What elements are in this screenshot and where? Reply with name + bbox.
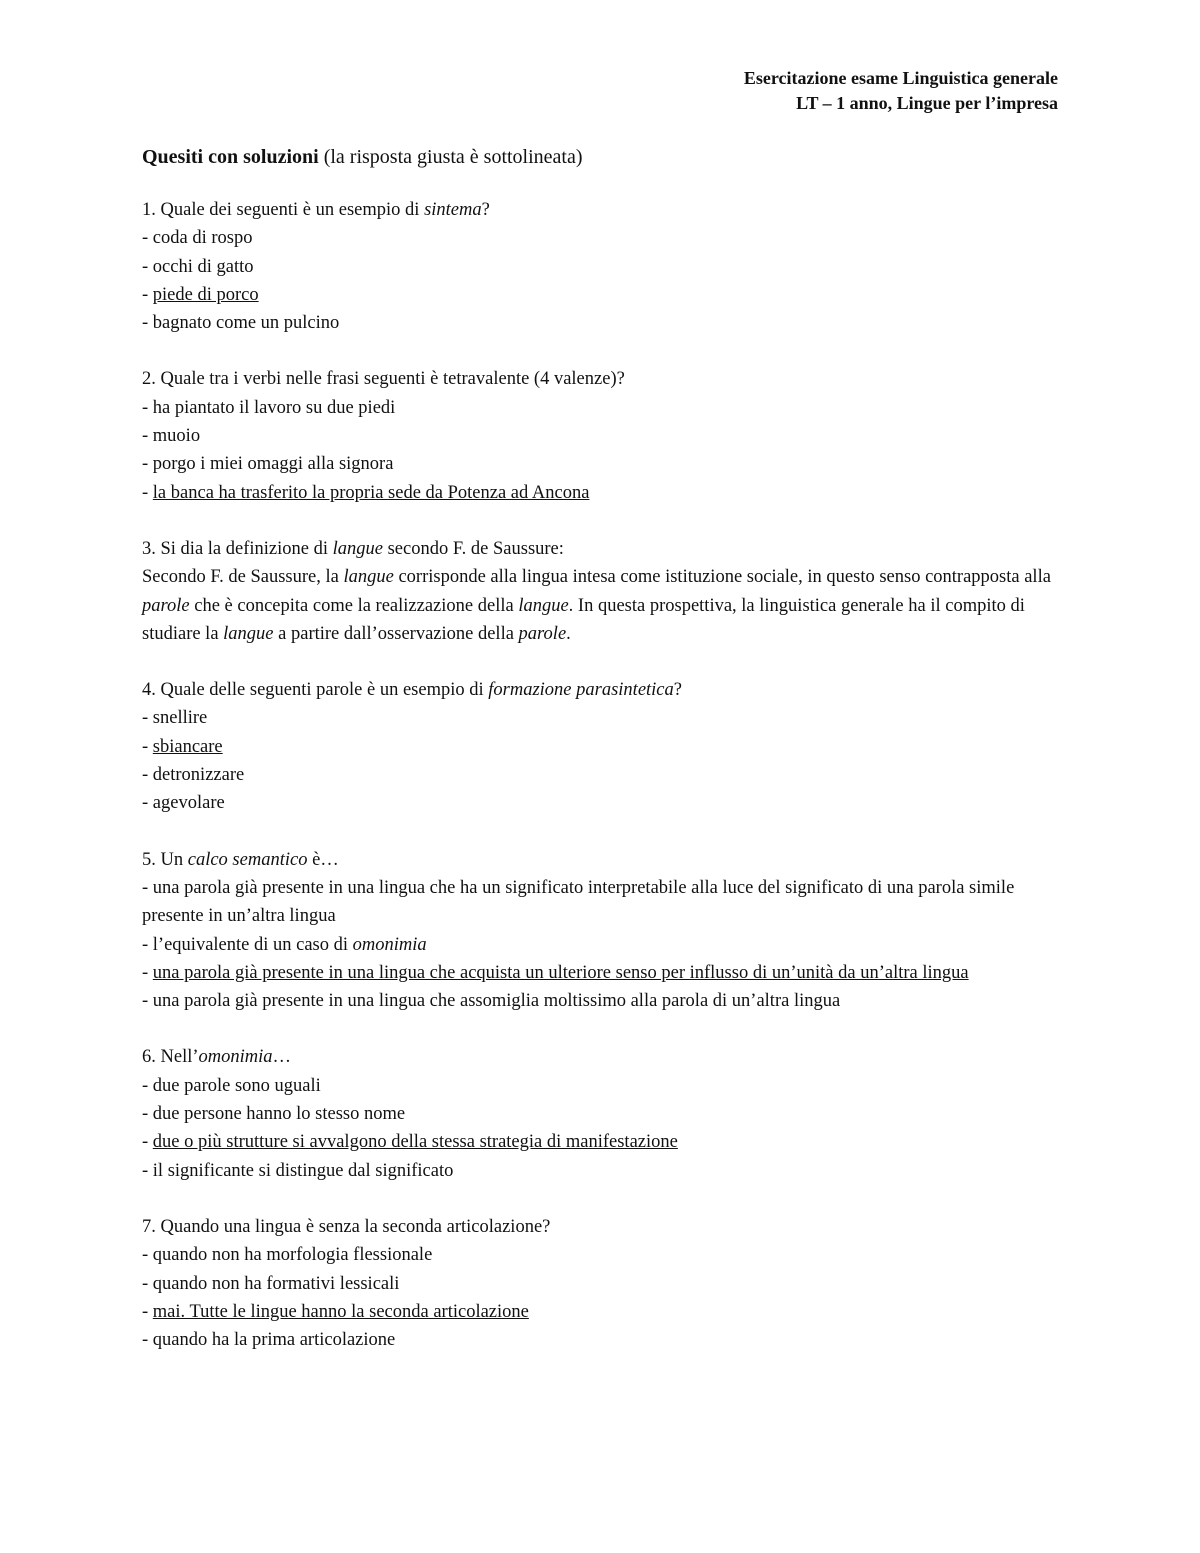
question-text: 5. Un calco semantico è…	[142, 849, 339, 870]
question-5	[142, 846, 1062, 1016]
header-course-subtitle: LT – 1 anno, Lingue per l’impresa	[796, 93, 1058, 113]
section-title-bold: Quesiti con soluzioni	[142, 146, 319, 168]
section-title-note: (la risposta giusta è sottolineata)	[318, 146, 583, 168]
answer-option: - quando ha la prima articolazione	[142, 1330, 396, 1351]
question-3	[142, 535, 1062, 648]
italic-term: formazione parasintetica	[488, 680, 674, 701]
question-text: 3. Si dia la definizione di langue secondo F. de Saussure:	[142, 538, 564, 559]
italic-term: langue	[332, 538, 383, 559]
answer-option: - quando non ha morfologia flessionale	[142, 1245, 433, 1266]
answer-option: - muoio	[142, 426, 201, 447]
answer-option-correct: - sbiancare	[142, 736, 223, 757]
italic-term: sintema	[424, 200, 482, 220]
answer-option: - una parola già presente in una lingua che ha un significato interpretabile alla luce del significato di una parola simile presente in un’altra lingua	[142, 877, 1015, 927]
header-course-title: Esercitazione esame Linguistica generale	[743, 68, 1058, 88]
question-7	[142, 1213, 1062, 1354]
answer-option: - due persone hanno lo stesso nome	[142, 1104, 406, 1125]
question-4	[142, 676, 1062, 817]
answer-option-correct: - mai. Tutte le lingue hanno la seconda articolazione	[142, 1301, 529, 1322]
answer-option: - coda di rospo	[142, 228, 253, 249]
answer-option: - occhi di gatto	[142, 256, 254, 277]
question-text: 2. Quale tra i verbi nelle frasi seguenti è tetravalente (4 valenze)?	[142, 369, 625, 390]
answer-option: - bagnato come un pulcino	[142, 313, 340, 334]
answer-option-correct: - due o più strutture si avvalgono della stessa strategia di manifestazione	[142, 1132, 678, 1153]
question-1	[142, 196, 1062, 337]
question-6	[142, 1043, 1062, 1184]
italic-term: calco semantico	[187, 849, 308, 870]
question-text: 4. Quale delle seguenti parole è un esempio di formazione parasintetica?	[142, 680, 682, 701]
question-2	[142, 365, 1062, 506]
document-body	[142, 140, 1062, 1382]
answer-option: - il significante si distingue dal significato	[142, 1160, 454, 1181]
question-text: 7. Quando una lingua è senza la seconda articolazione?	[142, 1216, 551, 1237]
answer-paragraph: Secondo F. de Saussure, la langue corrisponde alla lingua intesa come istituzione sociale, in questo senso contrapposta alla parole che è concepita come la realizzazione della langue. In questa prospettiva, la linguistica generale ha il compito di studiare la langue a partire dall’osservazione della parole.	[142, 567, 1051, 644]
document-header	[744, 66, 1058, 116]
answer-option: - ha piantato il lavoro su due piedi	[142, 397, 396, 418]
answer-option: - quando non ha formativi lessicali	[142, 1273, 400, 1294]
question-text: 6. Nell’omonimia…	[142, 1047, 292, 1068]
italic-term: omonimia	[198, 1047, 273, 1068]
answer-option-correct: - una parola già presente in una lingua che acquista un ulteriore senso per influsso di un’unità da un’altra lingua	[142, 962, 969, 983]
answer-option-correct: - piede di porco	[142, 284, 259, 305]
answer-option: - detronizzare	[142, 765, 245, 786]
answer-option: - due parole sono uguali	[142, 1075, 321, 1096]
question-text: 1. Quale dei seguenti è un esempio di sintema?	[142, 200, 490, 220]
answer-option: - una parola già presente in una lingua che assomiglia moltissimo alla parola di un’altra lingua	[142, 991, 841, 1012]
answer-option-correct: - la banca ha trasferito la propria sede da Potenza ad Ancona	[142, 482, 590, 503]
answer-option: - l’equivalente di un caso di omonimia	[142, 934, 427, 955]
answer-option: - snellire	[142, 708, 208, 729]
answer-option: - agevolare	[142, 793, 225, 814]
answer-option: - porgo i miei omaggi alla signora	[142, 454, 394, 475]
section-title	[142, 140, 1062, 174]
